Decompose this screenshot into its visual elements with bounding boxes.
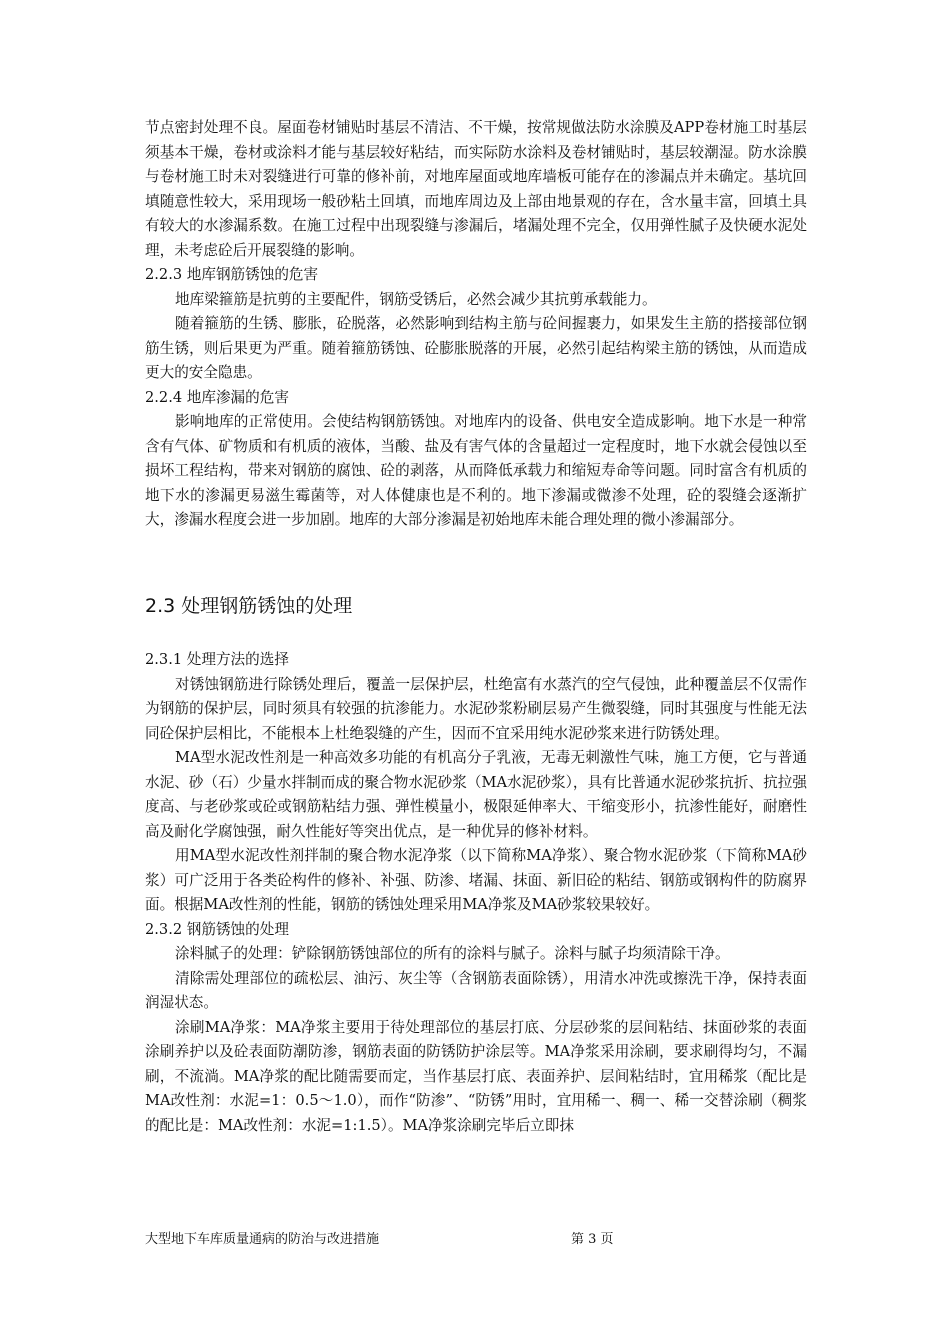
paragraph-2-3-2-b: 清除需处理部位的疏松层、油污、灰尘等（含钢筋表面除锈），用清水冲洗或擦洗干净，保持表面润湿状态。	[145, 969, 807, 1011]
section-heading-2-3: 2.3 处理钢筋锈蚀的处理	[145, 595, 353, 617]
paragraph-2-2-3-a: 地库梁箍筋是抗剪的主要配件，钢筋受锈后，必然会减少其抗剪承载能力。	[175, 290, 657, 308]
paragraph-intro: 节点密封处理不良。屋面卷材铺贴时基层不清洁、不干燥，按常规做法防水涂膜及APP卷材施工时基层须基本干燥，卷材或涂料才能与基层较好粘结，而实际防水涂料及卷材铺贴时，基层较潮湿。防水涂膜与卷材施工时未对裂缝进行可靠的修补前，对地库屋面或地库墙板可能存在的渗漏点并未确定。基坑回填随意性较大，采用现场一般砂粘土回填，而地库周边及上部由地景观的存在，含水量丰富，回填土具有较大的水渗漏系数。在施工过程中出现裂缝与渗漏后，堵漏处理不完全，仅用弹性腻子及快硬水泥处理，未考虑砼后开展裂缝的影响。	[145, 119, 807, 259]
paragraph-2-3-1-c: 用MA型水泥改性剂拌制的聚合物水泥净浆（以下简称MA净浆）、聚合物水泥砂浆（下简称MA砂浆）可广泛用于各类砼构件的修补、补强、防渗、堵漏、抹面、新旧砼的粘结、钢筋或钢构件的防腐界面。根据MA改性剂的性能，钢筋的锈蚀处理采用MA净浆及MA砂浆较果较好。	[145, 847, 807, 913]
body-text-bottom	[145, 648, 807, 1138]
paragraph-2-2-4: 影响地库的正常使用。会使结构钢筋锈蚀。对地库内的设备、供电安全造成影响。地下水是一种常含有气体、矿物质和有机质的液体，当酸、盐及有害气体的含量超过一定程度时，地下水就会侵蚀以至损坏工程结构，带来对钢筋的腐蚀、砼的剥落，从而降低承载力和缩短寿命等问题。同时富含有机质的地下水的渗漏更易滋生霉菌等，对人体健康也是不利的。地下渗漏或微渗不处理，砼的裂缝会逐渐扩大，渗漏水程度会进一步加剧。地库的大部分渗漏是初始地库未能合理处理的微小渗漏部分。	[145, 413, 807, 528]
subsection-heading-2-3-2: 2.3.2 钢筋锈蚀的处理	[145, 920, 289, 938]
paragraph-2-3-1-a: 对锈蚀钢筋进行除锈处理后，覆盖一层保护层，杜绝富有水蒸汽的空气侵蚀，此种覆盖层不仅需作为钢筋的保护层，同时须具有较强的抗渗能力。水泥砂浆粉刷层易产生微裂缝，同时其强度与性能无法同砼保护层相比，不能根本上杜绝裂缝的产生，因而不宜采用纯水泥砂浆来进行防锈处理。	[145, 675, 807, 742]
paragraph-2-3-1-b: MA型水泥改性剂是一种高效多功能的有机高分子乳液，无毒无刺激性气味，施工方便，它与普通水泥、砂（石）少量水拌制而成的聚合物水泥砂浆（MA水泥砂浆），具有比普通水泥砂浆抗折、抗拉强度高、与老砂浆或砼或钢筋粘结力强、弹性模量小，极限延伸率大、干缩变形小，抗渗性能好，耐磨性高及耐化学腐蚀强，耐久性能好等突出优点，是一种优异的修补材料。	[145, 749, 807, 840]
footer-document-title: 大型地下车库质量通病的防治与改进措施	[145, 1232, 380, 1247]
subsection-heading-2-2-4: 2.2.4 地库渗漏的危害	[145, 388, 289, 406]
paragraph-2-3-2-a: 涂料腻子的处理：铲除钢筋锈蚀部位的所有的涂料与腻子。涂料与腻子均须清除干净。	[175, 945, 730, 962]
body-text-top	[145, 116, 807, 533]
paragraph-2-3-2-c: 涂刷MA净浆：MA净浆主要用于待处理部位的基层打底、分层砂浆的层间粘结、抹面砂浆的表面涂刷养护以及砼表面防潮防渗，钢筋表面的防锈防护涂层等。MA净浆采用涂刷，要求刷得均匀，不漏刷，不流淌。MA净浆的配比随需要而定，当作基层打底、表面养护、层间粘结时，宜用稀浆（配比是MA改性剂：水泥=1：0.5～1.0），而作“防渗”、“防锈”用时，宜用稀一、稠一、稀一交替涂刷（稠浆的配比是：MA改性剂：水泥=1:1.5）。MA净浆涂刷完毕后立即抹	[145, 1018, 807, 1134]
subsection-heading-2-2-3: 2.2.3 地库钢筋锈蚀的危害	[145, 266, 319, 283]
subsection-heading-2-3-1: 2.3.1 处理方法的选择	[145, 651, 289, 668]
footer-page-number: 第 3 页	[571, 1232, 614, 1247]
paragraph-2-2-3-b: 随着箍筋的生锈、膨胀，砼脱落，必然影响到结构主筋与砼间握裹力，如果发生主筋的搭接部位钢筋生锈，则后果更为严重。随着箍筋锈蚀、砼膨胀脱落的开展，必然引起结构梁主筋的锈蚀，从而造成更大的安全隐患。	[145, 315, 807, 381]
